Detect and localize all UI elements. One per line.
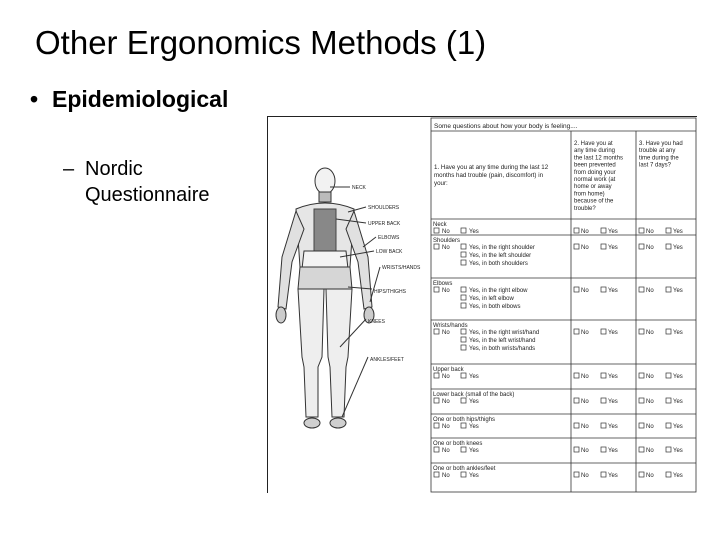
col3-yes: Yes <box>673 424 683 430</box>
body-label: NECK <box>352 185 366 191</box>
questionnaire-svg <box>268 117 697 493</box>
question-2-text: because of the <box>574 198 614 205</box>
row-label: One or both hips/thighs <box>433 417 496 423</box>
col2-yes: Yes <box>608 399 618 405</box>
checkbox-icon <box>434 398 439 403</box>
question-2-text: been prevented <box>574 162 616 169</box>
checkbox-icon <box>666 472 671 477</box>
question-3-text: last 7 days? <box>639 162 672 169</box>
checkbox-icon <box>666 228 671 233</box>
checkbox-icon <box>434 228 439 233</box>
row-label: Upper back <box>433 367 464 373</box>
option-yes-side: Yes, in the left wrist/hand <box>469 338 536 344</box>
col2-no: No <box>581 473 589 479</box>
checkbox-icon <box>461 252 466 257</box>
col2-yes: Yes <box>608 473 618 479</box>
question-1-text: months had trouble (pain, discomfort) in <box>434 172 544 179</box>
checkbox-icon <box>639 329 644 334</box>
col2-no: No <box>581 288 589 294</box>
row-label: One or both knees <box>433 441 483 447</box>
checkbox-icon <box>574 287 579 292</box>
col2-no: No <box>581 229 589 235</box>
body-label: ANKLES/FEET <box>370 357 404 363</box>
option-no: No <box>442 448 450 454</box>
option-yes-side: Yes, in both wrists/hands <box>469 346 536 352</box>
col2-no: No <box>581 448 589 454</box>
checkbox-icon <box>666 244 671 249</box>
question-3-text: 3. Have you had <box>639 141 683 147</box>
checkbox-icon <box>434 373 439 378</box>
checkbox-icon <box>601 447 606 452</box>
col3-yes: Yes <box>673 448 683 454</box>
checkbox-icon <box>574 447 579 452</box>
option-yes: Yes <box>469 473 479 479</box>
col2-yes: Yes <box>608 288 618 294</box>
col3-yes: Yes <box>673 229 683 235</box>
row-label: One or both ankles/feet <box>433 466 496 472</box>
checkbox-icon <box>639 423 644 428</box>
checkbox-icon <box>461 228 466 233</box>
checkbox-icon <box>461 295 466 300</box>
checkbox-icon <box>601 329 606 334</box>
checkbox-icon <box>434 472 439 477</box>
option-no: No <box>442 374 450 380</box>
question-1-text: 1. Have you at any time during the last 12 <box>434 164 549 171</box>
body-label: LOW BACK <box>376 249 403 255</box>
option-no: No <box>442 473 450 479</box>
option-yes-side: Yes, in the right elbow <box>469 288 528 294</box>
checkbox-icon <box>639 398 644 403</box>
checkbox-icon <box>639 228 644 233</box>
col3-yes: Yes <box>673 374 683 380</box>
option-no: No <box>442 399 450 405</box>
option-no: No <box>442 424 450 430</box>
col3-yes: Yes <box>673 473 683 479</box>
col3-yes: Yes <box>673 288 683 294</box>
dash-icon: – <box>63 158 75 180</box>
checkbox-icon <box>601 398 606 403</box>
question-2-text: the last 12 months <box>574 155 624 162</box>
body-label: KNEES <box>368 319 385 325</box>
question-3-text: trouble at any <box>639 148 676 155</box>
row-label: Wrists/hands <box>433 323 468 329</box>
questionnaire-table <box>431 118 696 492</box>
question-2-text: from home) <box>574 191 605 198</box>
checkbox-icon <box>434 287 439 292</box>
option-yes: Yes <box>469 424 479 430</box>
body-label: SHOULDERS <box>368 205 400 211</box>
checkbox-icon <box>574 329 579 334</box>
question-2-text: trouble? <box>574 205 596 212</box>
checkbox-icon <box>461 398 466 403</box>
sub-bullet-line2: Questionnaire <box>85 184 210 206</box>
row-label: Neck <box>433 222 447 228</box>
option-yes-side: Yes, in the right wrist/hand <box>469 330 540 336</box>
option-yes: Yes <box>469 399 479 405</box>
col3-yes: Yes <box>673 245 683 251</box>
checkbox-icon <box>666 447 671 452</box>
option-yes: Yes <box>469 448 479 454</box>
option-yes-side: Yes, in both shoulders <box>469 261 528 267</box>
checkbox-icon <box>601 423 606 428</box>
col2-no: No <box>581 330 589 336</box>
checkbox-icon <box>666 398 671 403</box>
checkbox-icon <box>461 260 466 265</box>
checkbox-icon <box>666 423 671 428</box>
col3-no: No <box>646 424 654 430</box>
col2-yes: Yes <box>608 245 618 251</box>
checkbox-icon <box>639 373 644 378</box>
option-no: No <box>442 330 450 336</box>
col3-yes: Yes <box>673 399 683 405</box>
checkbox-icon <box>601 244 606 249</box>
checkbox-icon <box>434 423 439 428</box>
checkbox-icon <box>601 373 606 378</box>
option-yes-side: Yes, in the left shoulder <box>469 253 532 259</box>
checkbox-icon <box>574 228 579 233</box>
col2-no: No <box>581 374 589 380</box>
checkbox-icon <box>434 447 439 452</box>
checkbox-icon <box>461 373 466 378</box>
checkbox-icon <box>574 423 579 428</box>
checkbox-icon <box>639 244 644 249</box>
col2-no: No <box>581 245 589 251</box>
checkbox-icon <box>461 329 466 334</box>
question-2-text: from doing your <box>574 169 616 176</box>
nordic-questionnaire-figure <box>267 116 697 493</box>
checkbox-icon <box>434 244 439 249</box>
sub-bullet-nordic <box>63 156 210 208</box>
checkbox-icon <box>461 472 466 477</box>
checkbox-icon <box>601 472 606 477</box>
body-diagram <box>276 168 380 428</box>
col2-yes: Yes <box>608 448 618 454</box>
checkbox-icon <box>461 345 466 350</box>
option-no: No <box>442 288 450 294</box>
option-no: No <box>442 229 450 235</box>
checkbox-icon <box>639 472 644 477</box>
checkbox-icon <box>461 447 466 452</box>
checkbox-icon <box>461 337 466 342</box>
checkbox-icon <box>461 287 466 292</box>
col3-no: No <box>646 473 654 479</box>
col2-yes: Yes <box>608 229 618 235</box>
question-2-text: home or away <box>574 184 612 191</box>
col3-no: No <box>646 229 654 235</box>
option-no: No <box>442 245 450 251</box>
checkbox-icon <box>666 373 671 378</box>
checkbox-icon <box>601 287 606 292</box>
bullet-epidemiological <box>30 86 228 113</box>
row-label: Elbows <box>433 281 453 287</box>
checkbox-icon <box>434 329 439 334</box>
question-2-text: any time during <box>574 148 616 155</box>
col3-no: No <box>646 374 654 380</box>
checkbox-icon <box>639 287 644 292</box>
question-3-text: time during the <box>639 155 679 162</box>
option-yes-side: Yes, in the right shoulder <box>469 245 535 251</box>
col3-no: No <box>646 245 654 251</box>
col3-no: No <box>646 448 654 454</box>
slide-title: Other Ergonomics Methods (1) <box>35 24 487 61</box>
col2-no: No <box>581 399 589 405</box>
checkbox-icon <box>666 329 671 334</box>
question-1-text: your: <box>434 180 448 187</box>
sub-bullet-line1: Nordic <box>85 158 143 180</box>
checkbox-icon <box>461 244 466 249</box>
col3-no: No <box>646 288 654 294</box>
body-label: ELBOWS <box>378 235 400 241</box>
question-2-text: 2. Have you at <box>574 141 613 147</box>
checkbox-icon <box>639 447 644 452</box>
questionnaire-heading: Some questions about how your body is feeling.... <box>434 123 578 130</box>
bullet-epidemiological-text: Epidemiological <box>52 86 229 112</box>
question-2-text: normal work (at <box>574 177 616 183</box>
option-yes: Yes <box>469 374 479 380</box>
checkbox-icon <box>666 287 671 292</box>
col3-no: No <box>646 330 654 336</box>
checkbox-icon <box>461 423 466 428</box>
checkbox-icon <box>574 398 579 403</box>
col3-no: No <box>646 399 654 405</box>
row-label: Shoulders <box>433 238 461 244</box>
col2-yes: Yes <box>608 374 618 380</box>
row-label: Lower back (small of the back) <box>433 392 515 398</box>
checkbox-icon <box>574 244 579 249</box>
checkbox-icon <box>461 303 466 308</box>
option-yes: Yes <box>469 229 479 235</box>
body-label: WRISTS/HANDS <box>382 265 421 271</box>
checkbox-icon <box>574 472 579 477</box>
checkbox-icon <box>574 373 579 378</box>
checkbox-icon <box>601 228 606 233</box>
col3-yes: Yes <box>673 330 683 336</box>
option-yes-side: Yes, in left elbow <box>469 296 514 302</box>
col2-no: No <box>581 424 589 430</box>
bullet-dot-icon: • <box>30 86 39 112</box>
option-yes-side: Yes, in both elbows <box>469 304 521 310</box>
col2-yes: Yes <box>608 424 618 430</box>
col2-yes: Yes <box>608 330 618 336</box>
body-label: HIPS/THIGHS <box>374 289 406 295</box>
body-label: UPPER BACK <box>368 221 401 227</box>
